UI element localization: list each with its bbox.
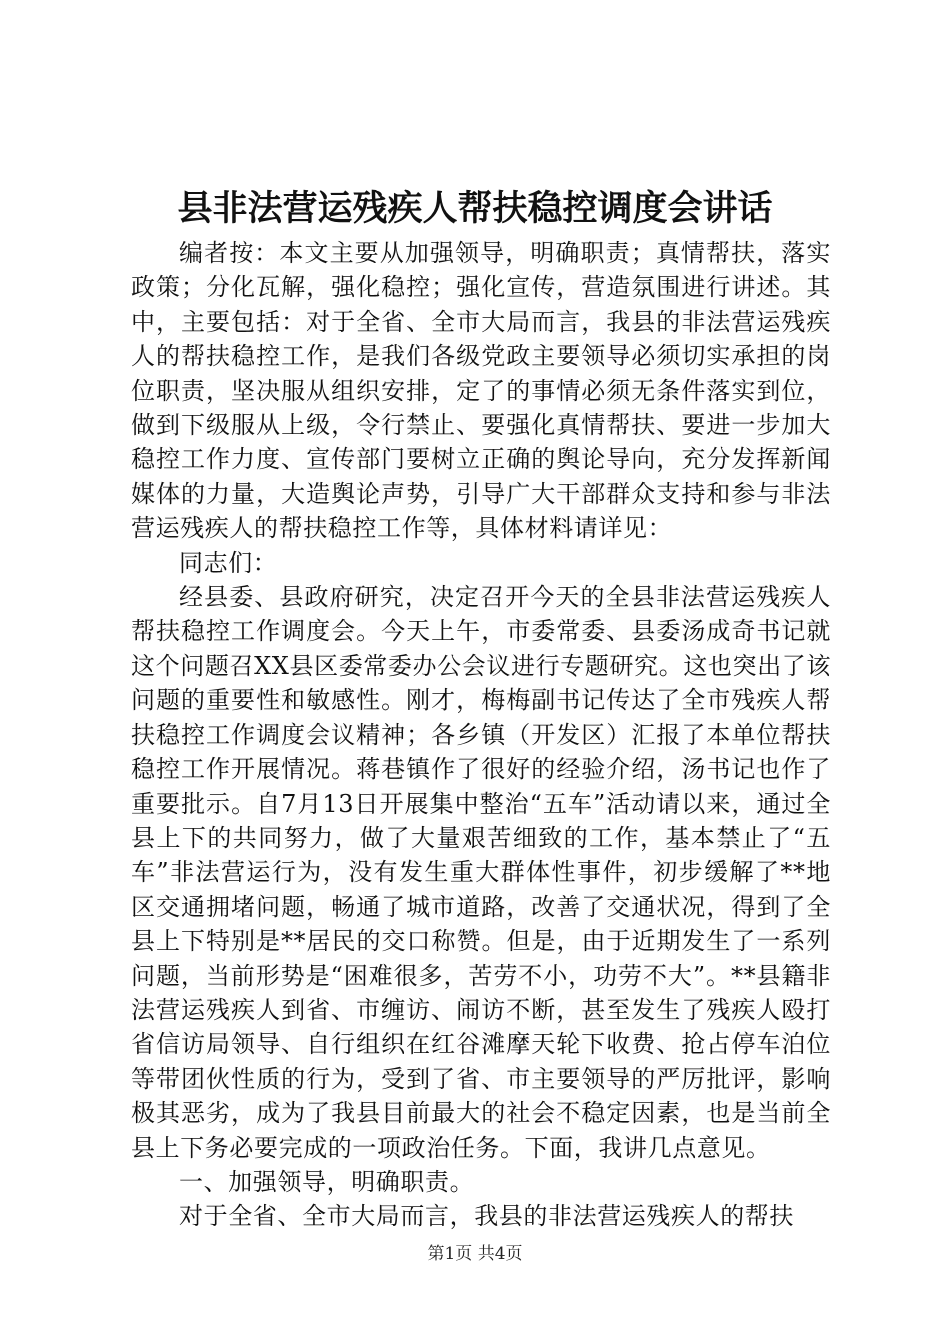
editor-note-paragraph: 编者按：本文主要从加强领导，明确职责；真情帮扶，落实政策；分化瓦解，强化稳控；强化宣传，营造氛围进行讲述。其中，主要包括：对于全省、全市大局而言，我县的非法营运残疾人的帮扶稳控工作，是我们各级党政主要领导必须切实承担的岗位职责，坚决服从组织安排，定了的事情必须无条件落实到位，做到下级服从上级，令行禁止、要强化真情帮扶、要进一步加大稳控工作力度、宣传部门要树立正确的舆论导向，充分发挥新闻媒体的力量，大造舆论声势，引导广大干部群众支持和参与非法营运残疾人的帮扶稳控工作等，具体材料请详见： [131, 239, 831, 543]
section-heading-1: 一、加强领导，明确职责。 [179, 1167, 475, 1196]
document-body [131, 236, 831, 1234]
salutation-paragraph: 同志们： [179, 548, 278, 577]
document-title: 县非法营运残疾人帮扶稳控调度会讲话 [177, 188, 773, 229]
main-paragraph: 经县委、县政府研究，决定召开今天的全县非法营运残疾人帮扶稳控工作调度会。今天上午，市委常委、县委汤成奇书记就这个问题召XX县区委常委办公会议进行专题研究。这也突出了该问题的重要性和敏感性。刚才，梅梅副书记传达了全市残疾人帮扶稳控工作调度会议精神；各乡镇（开发区）汇报了本单位帮扶稳控工作开展情况。蒋巷镇作了很好的经验介绍，汤书记也作了重要批示。自7月13日开展集中整治“五车”活动请以来，通过全县上下的共同努力，做了大量艰苦细致的工作，基本禁止了“五车”非法营运行为，没有发生重大群体性事件，初步缓解了**地区交通拥堵问题，畅通了城市道路，改善了交通状况，得到了全县上下特别是**居民的交口称赞。但是，由于近期发生了一系列问题，当前形势是“困难很多，苦劳不小，功劳不大”。**县籍非法营运残疾人到省、市缠访、闹访不断，甚至发生了残疾人殴打省信访局领导、自行组织在红谷滩摩天轮下收费、抢占停车泊位等带团伙性质的行为，受到了省、市主要领导的严厉批评，影响极其恶劣，成为了我县目前最大的社会不稳定因素，也是当前全县上下务必要完成的一项政治任务。下面，我讲几点意见。 [131, 583, 831, 1162]
section-1-paragraph: 对于全省、全市大局而言，我县的非法营运残疾人的帮扶 [179, 1202, 794, 1231]
page-number-footer: 第1页 共4页 [427, 1244, 523, 1264]
